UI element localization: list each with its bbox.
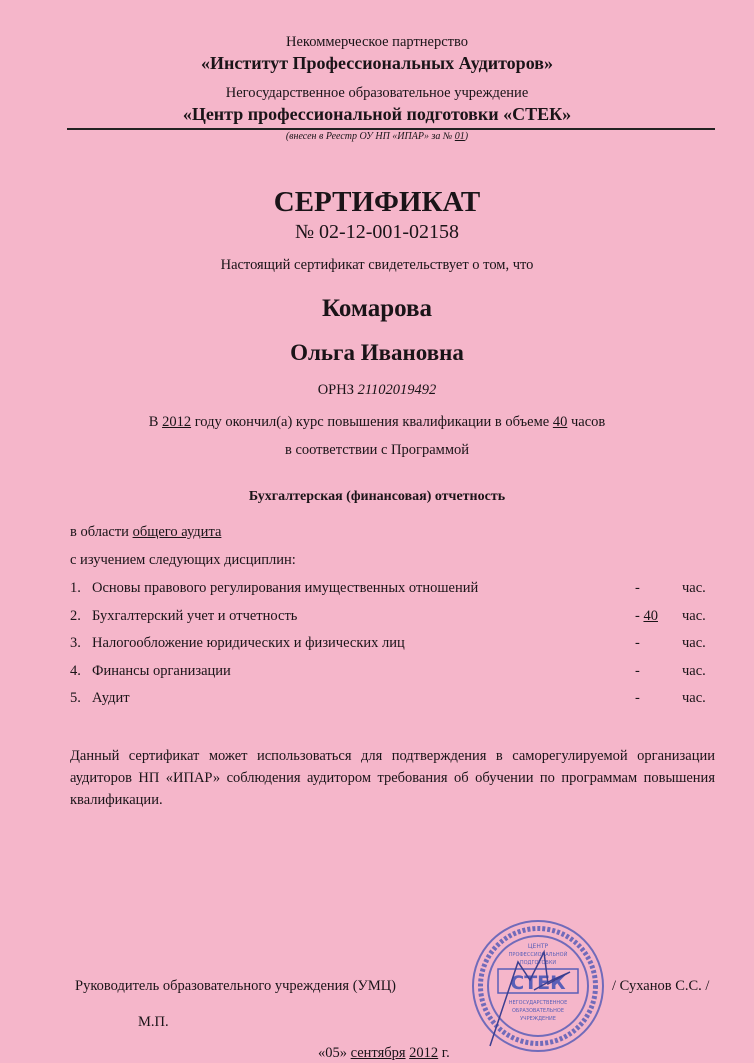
- discipline-hours: -: [635, 690, 640, 706]
- area-line: в области общего аудита: [70, 524, 222, 540]
- svg-text:УЧРЕЖДЕНИЕ: УЧРЕЖДЕНИЕ: [520, 1016, 556, 1022]
- certificate-title: СЕРТИФИКАТ: [273, 186, 481, 218]
- discipline-name: Бухгалтерский учет и отчетность: [92, 607, 298, 624]
- discipline-row: [70, 580, 710, 600]
- svg-text:ПОДГОТОВКИ: ПОДГОТОВКИ: [519, 960, 557, 966]
- surname: Комарова: [321, 295, 433, 322]
- org1-name: «Институт Профессиональных Аудиторов»: [201, 53, 553, 73]
- signer-name: / Суханов С.С. /: [612, 978, 710, 994]
- org1-type: Некоммерческое партнерство: [286, 34, 468, 50]
- course-line: В 2012 году окончил(а) курс повышения квалификации в объеме 40 часов: [148, 414, 606, 430]
- disciplines-intro: с изучением следующих дисциплин:: [70, 552, 296, 568]
- discipline-number: 5.: [70, 690, 81, 706]
- discipline-row: [70, 690, 710, 710]
- discipline-number: 1.: [70, 580, 81, 596]
- svg-text:ЦЕНТР: ЦЕНТР: [527, 943, 549, 950]
- discipline-number: 2.: [70, 607, 81, 624]
- mp-label: М.П.: [138, 1014, 169, 1030]
- discipline-unit: час.: [682, 662, 706, 679]
- head-label: Руководитель образовательного учреждения (УМЦ): [75, 978, 397, 994]
- discipline-unit: час.: [682, 607, 706, 624]
- discipline-name: Налогообложение юридических и физических лиц: [92, 635, 405, 651]
- discipline-name: Основы правового регулирования имущественных отношений: [92, 580, 479, 596]
- discipline-hours: 40: [643, 607, 658, 624]
- org2-type: Негосударственное образовательное учреждение: [225, 85, 529, 101]
- discipline-name: Финансы организации: [92, 662, 231, 679]
- discipline-row: [70, 635, 710, 655]
- discipline-number: 4.: [70, 662, 81, 679]
- note-text: Данный сертификат может использоваться для подтверждения в саморегулируемой организации аудиторов НП «ИПАР» соблюдения аудитором требования об обучении по программам повышения квалификации.: [70, 748, 715, 808]
- discipline-row: [70, 663, 710, 683]
- program-line: в соответствии с Программой: [284, 442, 470, 458]
- issue-date: «05» сентября 2012 г.: [318, 1045, 450, 1061]
- ornz: ОРНЗ 21102019492: [317, 382, 437, 398]
- discipline-unit: час.: [682, 690, 706, 706]
- org2-name: «Центр профессиональной подготовки «СТЕК»: [182, 104, 572, 124]
- stamp-logo: СТЕК: [510, 972, 566, 994]
- discipline-hours: -: [635, 580, 640, 596]
- intro-text: Настоящий сертификат свидетельствует о том, что: [220, 257, 534, 273]
- discipline-unit: час.: [682, 635, 706, 651]
- given-names: Ольга Ивановна: [290, 340, 464, 365]
- svg-text:ПРОФЕССИОНАЛЬНОЙ: ПРОФЕССИОНАЛЬНОЙ: [508, 952, 568, 958]
- discipline-unit: час.: [682, 580, 706, 596]
- certificate-number: № 02-12-001-02158: [294, 221, 460, 243]
- official-stamp: [470, 918, 606, 1054]
- discipline-hours: -: [635, 635, 640, 651]
- svg-text:НЕГОСУДАРСТВЕННОЕ: НЕГОСУДАРСТВЕННОЕ: [508, 1000, 568, 1006]
- program-name: Бухгалтерская (финансовая) отчетность: [248, 489, 506, 504]
- header-divider: [67, 128, 715, 130]
- discipline-hours-dash: -: [635, 607, 644, 624]
- discipline-name: Аудит: [92, 690, 130, 706]
- svg-text:ОБРАЗОВАТЕЛЬНОЕ: ОБРАЗОВАТЕЛЬНОЕ: [511, 1008, 565, 1014]
- discipline-number: 3.: [70, 635, 81, 651]
- discipline-row: [70, 608, 710, 628]
- discipline-hours: -: [635, 662, 640, 679]
- registry-note: (внесен в Реестр ОУ НП «ИПАР» за № 01): [285, 131, 469, 142]
